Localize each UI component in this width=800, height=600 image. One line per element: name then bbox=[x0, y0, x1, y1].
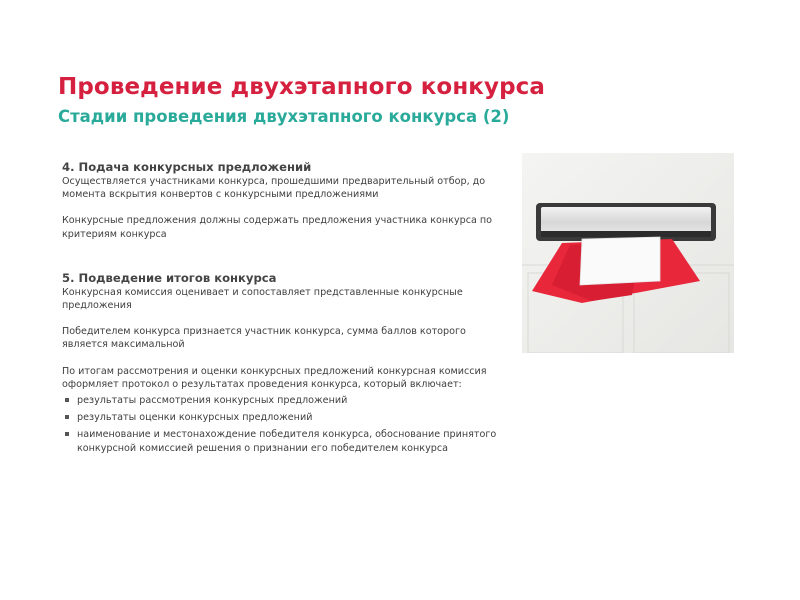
spacer bbox=[62, 241, 514, 271]
list-item-text: результаты рассмотрения конкурсных предложений bbox=[77, 395, 348, 407]
mail-slot-photo bbox=[522, 153, 734, 353]
list-item bbox=[62, 394, 514, 407]
list-item-text: наименование и местонахождение победителя конкурса, обоснование принятого конкурсной комиссией решения о признании его победителем конкурса bbox=[77, 429, 497, 454]
section-4-paragraph-2: Конкурсные предложения должны содержать предложения участника конкурса по критериям конкурса bbox=[62, 215, 493, 240]
mail-slot-opening bbox=[541, 231, 711, 237]
spacer bbox=[62, 352, 514, 365]
slide-subtitle: Стадии проведения двухэтапного конкурса (2) bbox=[58, 107, 510, 126]
section-5-paragraph-1: Конкурсная комиссия оценивает и сопоставляет представленные конкурсные предложения bbox=[62, 286, 463, 312]
section-4-paragraph-1: Осуществляется участниками конкурса, прошедшими предварительный отбор, до момента вскрытия конвертов с конкурсными предложениями bbox=[62, 176, 486, 201]
section-4 bbox=[62, 160, 514, 241]
mail-slot-illustration bbox=[522, 153, 734, 353]
section-4-heading: 4. Подача конкурсных предложений bbox=[62, 160, 312, 174]
section-5-paragraph-3: По итогам рассмотрения и оценки конкурсных предложений конкурсная комиссия оформляет протокол о результатах проведения конкурса, который включает: bbox=[62, 365, 487, 390]
bullet-icon bbox=[65, 398, 69, 402]
slide-content bbox=[62, 160, 514, 459]
bullet-icon bbox=[65, 415, 69, 419]
list-item-text: результаты оценки конкурсных предложений bbox=[77, 412, 313, 424]
white-envelope bbox=[580, 237, 660, 285]
spacer bbox=[62, 312, 514, 325]
section-5-heading: 5. Подведение итогов конкурса bbox=[62, 270, 277, 285]
list-item bbox=[62, 411, 514, 424]
protocol-contents-list bbox=[62, 394, 514, 455]
slide-title: Проведение двухэтапного конкурса bbox=[58, 74, 546, 100]
section-5 bbox=[62, 271, 514, 455]
bullet-icon bbox=[65, 432, 69, 436]
list-item bbox=[62, 428, 514, 454]
section-5-paragraph-2: Победителем конкурса признается участник конкурса, сумма баллов которого является максимальной bbox=[62, 326, 466, 351]
spacer bbox=[62, 201, 514, 214]
